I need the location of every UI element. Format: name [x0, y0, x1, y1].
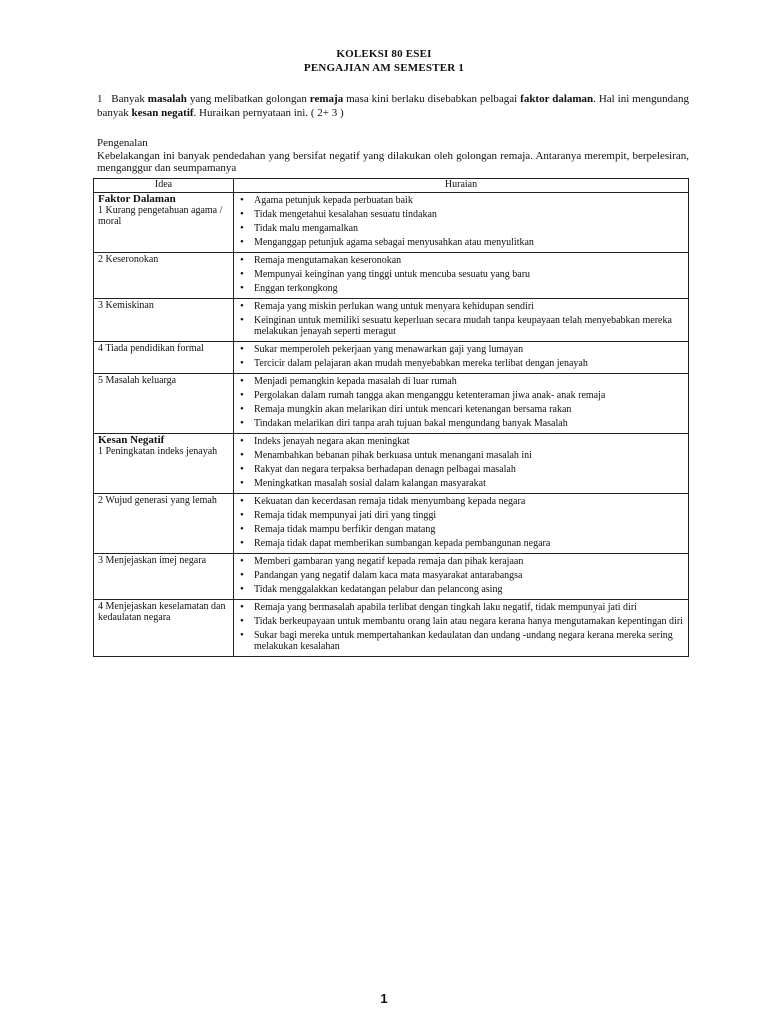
list-item: • Mempunyai keinginan yang tinggi untuk mencuba sesuatu yang baru: [238, 269, 684, 280]
idea-cell: [94, 494, 234, 554]
idea-cell: [94, 434, 234, 494]
huraian-list: [238, 195, 684, 248]
huraian-cell: [234, 434, 689, 494]
huraian-list: [238, 436, 684, 489]
idea-cell: [94, 374, 234, 434]
list-item: • Menjadi pemangkin kepada masalah di luar rumah: [238, 376, 684, 387]
list-item: • Remaja tidak dapat memberikan sumbangan kepada pembangunan negara: [238, 538, 684, 549]
huraian-cell: [234, 600, 689, 657]
list-item: • Menambahkan bebanan pihak berkuasa untuk menangani masalah ini: [238, 450, 684, 461]
list-item: • Memberi gambaran yang negatif kepada remaja dan pihak kerajaan: [238, 556, 684, 567]
huraian-list: [238, 602, 684, 652]
list-item: • Remaja mungkin akan melarikan diri untuk mencari ketenangan bersama rakan: [238, 404, 684, 415]
essay-question: 1 Banyak masalah yang melibatkan golongan remaja masa kini berlaku disebabkan pelbagai faktor dalaman. Hal ini mengundang banyak kesan negatif. Huraikan pernyataan ini. ( 2+ 3 ): [97, 93, 689, 119]
idea-text: 3 Menjejaskan imej negara: [98, 555, 207, 566]
idea-cell: [94, 600, 234, 657]
huraian-cell: [234, 193, 689, 253]
huraian-list: [238, 255, 684, 294]
table-row: [94, 374, 689, 434]
idea-cell: [94, 342, 234, 374]
idea-cell: [94, 193, 234, 253]
idea-cell: [94, 253, 234, 299]
idea-cell: [94, 299, 234, 342]
huraian-cell: [234, 299, 689, 342]
idea-text: 1 Peningkatan indeks jenayah: [98, 446, 218, 457]
list-item: • Tidak mengetahui kesalahan sesuatu tindakan: [238, 209, 684, 220]
table-row: [94, 299, 689, 342]
list-item: • Pandangan yang negatif dalam kaca mata masyarakat antarabangsa: [238, 570, 684, 581]
essay-outline-table: [93, 178, 689, 657]
list-item: • Tercicir dalam pelajaran akan mudah menyebabkan mereka terlibat dengan jenayah: [238, 358, 684, 369]
list-item: • Keinginan untuk memiliki sesuatu keperluan secara mudah tanpa keupayaan telah menyebabkan mereka melakukan jenayah seperti meragut: [238, 315, 684, 337]
list-item: • Remaja yang miskin perlukan wang untuk menyara kehidupan sendiri: [238, 301, 684, 312]
table-row: [94, 554, 689, 600]
list-item: • Rakyat dan negara terpaksa berhadapan denagn pelbagai masalah: [238, 464, 684, 475]
huraian-cell: [234, 374, 689, 434]
table-row: [94, 434, 689, 494]
huraian-list: [238, 301, 684, 337]
page-number: 1: [380, 991, 388, 1006]
huraian-cell: [234, 253, 689, 299]
list-item: • Kekuatan dan kecerdasan remaja tidak menyumbang kepada negara: [238, 496, 684, 507]
list-item: • Sukar memperoleh pekerjaan yang menawarkan gaji yang lumayan: [238, 344, 684, 355]
introduction-text: Kebelakangan ini banyak pendedahan yang bersifat negatif yang dilakukan oleh golongan remaja. Antaranya merempit, berpelesiran, menganggur dan seumpamanya: [97, 150, 689, 174]
idea-text: 2 Wujud generasi yang lemah: [98, 495, 217, 506]
idea-text: 4 Menjejaskan keselamatan dan kedaulatan negara: [98, 601, 226, 623]
list-item: • Enggan terkongkong: [238, 283, 684, 294]
list-item: • Tidak berkeupayaan untuk membantu orang lain atau negara kerana hanya mengutamakan kepentingan diri: [238, 616, 684, 627]
idea-text: 5 Masalah keluarga: [98, 375, 177, 386]
table-row: [94, 600, 689, 657]
table-body: [94, 193, 689, 657]
table-row: [94, 253, 689, 299]
section-heading: Faktor Dalaman: [98, 193, 176, 205]
list-item: • Tidak malu mengamalkan: [238, 223, 684, 234]
list-item: • Sukar bagi mereka untuk mempertahankan kedaulatan dan undang -undang negara kerana mereka sering melakukan kesalahan: [238, 630, 684, 652]
column-header-idea: Idea: [94, 179, 234, 193]
idea-text: 3 Kemiskinan: [98, 300, 154, 311]
list-item: • Remaja tidak mampu berfikir dengan matang: [238, 524, 684, 535]
question-number: 1: [97, 93, 103, 105]
document-title: KOLEKSI 80 ESEI: [336, 48, 432, 60]
list-item: • Remaja yang bermasalah apabila terlibat dengan tingkah laku negatif, tidak mempunyai jati diri: [238, 602, 684, 613]
list-item: • Remaja mengutamakan keseronokan: [238, 255, 684, 266]
list-item: • Menganggap petunjuk agama sebagai menyusahkan atau menyulitkan: [238, 237, 684, 248]
table-row: [94, 494, 689, 554]
idea-text: 4 Tiada pendidikan formal: [98, 343, 204, 354]
section-heading: Kesan Negatif: [98, 434, 165, 446]
table-row: [94, 193, 689, 253]
list-item: • Tindakan melarikan diri tanpa arah tujuan bakal mengundang banyak Masalah: [238, 418, 684, 429]
introduction-heading: Pengenalan: [97, 137, 148, 149]
list-item: • Pergolakan dalam rumah tangga akan menganggu ketenteraman jiwa anak- anak remaja: [238, 390, 684, 401]
introduction: [97, 137, 689, 174]
list-item: • Agama petunjuk kepada perbuatan baik: [238, 195, 684, 206]
column-header-huraian: Huraian: [234, 179, 689, 193]
huraian-cell: [234, 494, 689, 554]
table-row: [94, 342, 689, 374]
document-subtitle: PENGAJIAN AM SEMESTER 1: [303, 62, 465, 74]
huraian-list: [238, 344, 684, 369]
huraian-list: [238, 496, 684, 549]
idea-cell: [94, 554, 234, 600]
huraian-cell: [234, 342, 689, 374]
idea-text: 2 Keseronokan: [98, 254, 159, 265]
list-item: • Indeks jenayah negara akan meningkat: [238, 436, 684, 447]
huraian-list: [238, 556, 684, 595]
list-item: • Meningkatkan masalah sosial dalam kalangan masyarakat: [238, 478, 684, 489]
table-header-row: [94, 179, 689, 193]
idea-text: 1 Kurang pengetahuan agama / moral: [98, 205, 223, 227]
huraian-cell: [234, 554, 689, 600]
list-item: • Tidak menggalakkan kedatangan pelabur dan pelancong asing: [238, 584, 684, 595]
list-item: • Remaja tidak mempunyai jati diri yang tinggi: [238, 510, 684, 521]
huraian-list: [238, 376, 684, 429]
